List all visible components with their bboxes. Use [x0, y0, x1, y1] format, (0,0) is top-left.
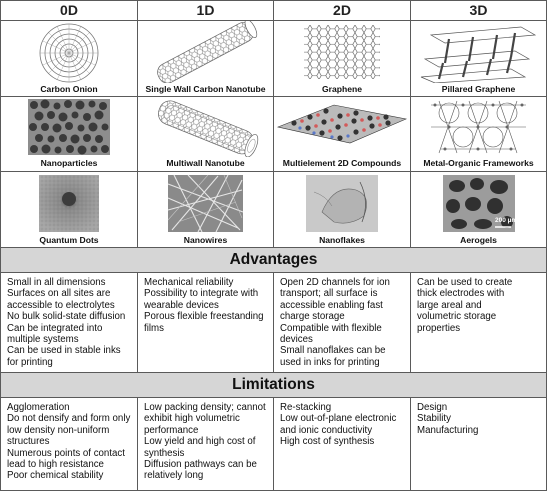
limitations-3d [411, 397, 546, 490]
nanotube-illustration [138, 21, 273, 83]
advantages-0d [1, 272, 137, 368]
limitation-item: Manufacturing [417, 424, 479, 436]
divider [137, 1, 138, 247]
cell-aerogels [411, 172, 546, 247]
limitation-item: Poor chemical stability [7, 470, 104, 482]
cell-graphene [274, 21, 410, 96]
divider [273, 397, 274, 490]
advantage-item: No bulk solid-state diffusion [7, 311, 126, 323]
caption-mof: Metal-Organic Frameworks [423, 158, 534, 168]
advantage-item: Porous flexible freestanding films [144, 311, 264, 334]
advantage-item: Small in all dimensions [7, 277, 106, 288]
limitations-heading: Limitations [1, 372, 546, 398]
caption-pillared-graphene: Pillared Graphene [441, 84, 516, 94]
nanowires-micrograph [138, 172, 273, 234]
limitations-1d [138, 397, 273, 490]
cell-pillared-graphene [411, 21, 546, 96]
nanoparticles-illustration [1, 97, 137, 157]
advantages-3d [411, 272, 546, 368]
limitation-item: Do not densify and form only low density non-uniform structures [7, 413, 131, 448]
cell-nanowires [138, 172, 273, 247]
caption-nanoparticles: Nanoparticles [40, 158, 98, 168]
divider [410, 272, 411, 372]
nanoflakes-micrograph [274, 172, 410, 234]
limitation-item: High cost of synthesis [280, 436, 375, 448]
carbon-onion-illustration [1, 21, 137, 83]
advantage-item: Compatible with flexible devices [280, 322, 382, 346]
limitation-item: Low yield and high cost of synthesis [144, 436, 256, 459]
advantage-item: Can be used in stable inks for printing [7, 345, 121, 368]
header-2d: 2D [333, 2, 351, 18]
aerogels-micrograph [411, 172, 546, 234]
advantage-item: Can be integrated into multiple systems [7, 322, 103, 346]
limitations-2d [274, 397, 410, 490]
divider [273, 1, 274, 247]
advantages-heading: Advantages [1, 247, 546, 273]
limitation-item: Low packing density; cannot exhibit high volumetric performance [144, 402, 266, 436]
divider [273, 272, 274, 372]
quantum-dots-micrograph [1, 172, 137, 234]
advantages-1d [138, 272, 273, 368]
caption-quantum-dots: Quantum Dots [39, 235, 99, 245]
advantage-item: Small nanoflakes can be used in inks for printing [280, 345, 386, 368]
caption-mwcnt: Multiwall Nanotube [166, 158, 245, 168]
cell-swcnt [138, 21, 273, 96]
limitation-item: Design [417, 402, 448, 413]
caption-nanowires: Nanowires [183, 235, 228, 245]
cell-nanoparticles [1, 97, 137, 171]
advantage-item: Open 2D channels for ion transport; all surface is accessible enabling fast charge storage [280, 277, 390, 323]
cell-quantum-dots [1, 172, 137, 247]
scale-bar-label: 200 µm [495, 217, 518, 224]
header-0d: 0D [60, 2, 78, 18]
limitations-0d [1, 397, 137, 490]
mof-illustration [411, 97, 546, 157]
advantages-2d [274, 272, 410, 368]
limitation-item: Low out-of-plane electronic and ionic conductivity [280, 413, 397, 436]
divider [410, 397, 411, 490]
caption-2d-compounds: Multielement 2D Compounds [282, 158, 402, 168]
limitation-item: Stability [417, 413, 451, 425]
limitation-item: Diffusion pathways can be relatively long [144, 459, 257, 482]
caption-nanoflakes: Nanoflakes [319, 235, 365, 245]
caption-carbon-onion: Carbon Onion [40, 84, 98, 94]
cell-mof [411, 97, 546, 171]
cell-mwcnt [138, 97, 273, 171]
advantage-item: Mechanical reliability [144, 277, 234, 288]
divider [137, 272, 138, 372]
limitation-item: Agglomeration [7, 402, 70, 413]
header-3d: 3D [469, 2, 488, 18]
caption-graphene: Graphene [321, 84, 363, 94]
cell-nanoflakes [274, 172, 410, 247]
advantage-item: Can be used to create thick electrodes with large areal and volumetric storage properties [417, 277, 513, 334]
advantage-item: Possibility to integrate with wearable devices [144, 288, 259, 311]
divider [410, 1, 411, 247]
multiwall-nanotube-illustration [138, 97, 273, 157]
multielement-2d-illustration [274, 97, 410, 157]
header-1d: 1D [196, 2, 215, 18]
cell-carbon-onion [1, 21, 137, 96]
cell-2d-compounds [274, 97, 410, 171]
pillared-graphene-illustration [411, 21, 546, 83]
caption-swcnt: Single Wall Carbon Nanotube [145, 84, 266, 94]
divider [137, 397, 138, 490]
limitation-item: Re-stacking [280, 402, 332, 413]
limitation-item: Numerous points of contact lead to high resistance [7, 447, 125, 471]
graphene-illustration [274, 21, 410, 83]
caption-aerogels: Aerogels [460, 235, 497, 245]
advantage-item: Surfaces on all sites are accessible to electrolytes [7, 288, 115, 311]
